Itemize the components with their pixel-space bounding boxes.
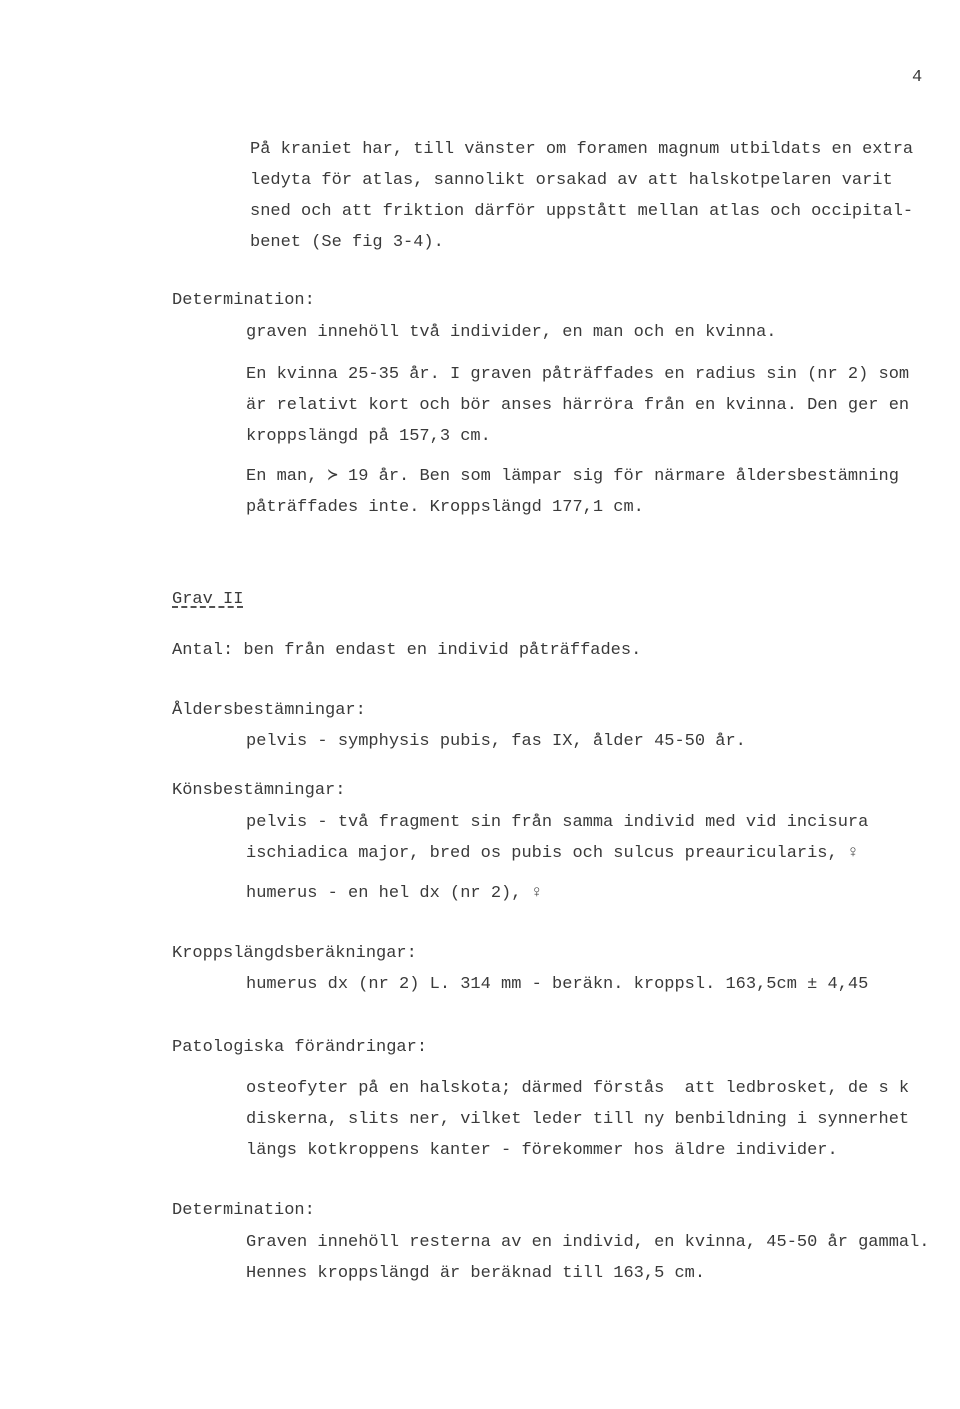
text-line: På kraniet har, till vänster om foramen magnum utbildats en extra [250, 140, 914, 159]
text-line: kroppslängd på 157,3 cm. [246, 427, 491, 446]
text-line: graven innehöll två individer, en man och en kvinna. [246, 323, 777, 342]
text-line: benet (Se fig 3-4). [250, 233, 444, 252]
section-label: Kroppslängdsberäkningar: [172, 944, 417, 963]
text-line: Antal: ben från endast en individ påträffades. [172, 641, 642, 660]
text-line: osteofyter på en halskota; därmed förstås att ledbrosket, de s k [246, 1079, 910, 1098]
section-label: Patologiska förändringar: [172, 1038, 428, 1057]
text-line: En man, ≻ 19 år. Ben som lämpar sig för närmare åldersbestämning [246, 467, 899, 486]
section-label: Könsbestämningar: [172, 781, 346, 800]
text-line: pelvis - symphysis pubis, fas IX, ålder 45-50 år. [246, 732, 746, 751]
text-line: sned och att friktion därför uppstått mellan atlas och occipital- [250, 202, 914, 221]
text-line: längs kotkroppens kanter - förekommer hos äldre individer. [246, 1141, 838, 1160]
text-line: humerus dx (nr 2) L. 314 mm - beräkn. kroppsl. 163,5cm ± 4,45 [246, 975, 869, 994]
section-label: Determination: [172, 291, 315, 310]
page-number: 4 [912, 68, 923, 87]
text-line: En kvinna 25-35 år. I graven påträffades en radius sin (nr 2) som [246, 365, 910, 384]
text-line: Graven innehöll resterna av en individ, en kvinna, 45-50 år gammal. [246, 1233, 930, 1252]
text-line: påträffades inte. Kroppslängd 177,1 cm. [246, 498, 644, 517]
text-line: humerus - en hel dx (nr 2), ♀ [246, 884, 542, 903]
text-line: ledyta för atlas, sannolikt orsakad av att halskotpelaren varit [250, 171, 893, 190]
section-label: Determination: [172, 1201, 315, 1220]
section-label: Åldersbestämningar: [172, 701, 366, 720]
text-line: ischiadica major, bred os pubis och sulcus preauricularis, ♀ [246, 844, 859, 863]
text-line: diskerna, slits ner, vilket leder till ny benbildning i synnerhet [246, 1110, 910, 1129]
text-line: Hennes kroppslängd är beräknad till 163,5 cm. [246, 1264, 706, 1283]
text-line: pelvis - två fragment sin från samma individ med vid incisura [246, 813, 869, 832]
section-heading: Grav II [172, 590, 244, 609]
text-line: är relativt kort och bör anses härröra från en kvinna. Den ger en [246, 396, 910, 415]
